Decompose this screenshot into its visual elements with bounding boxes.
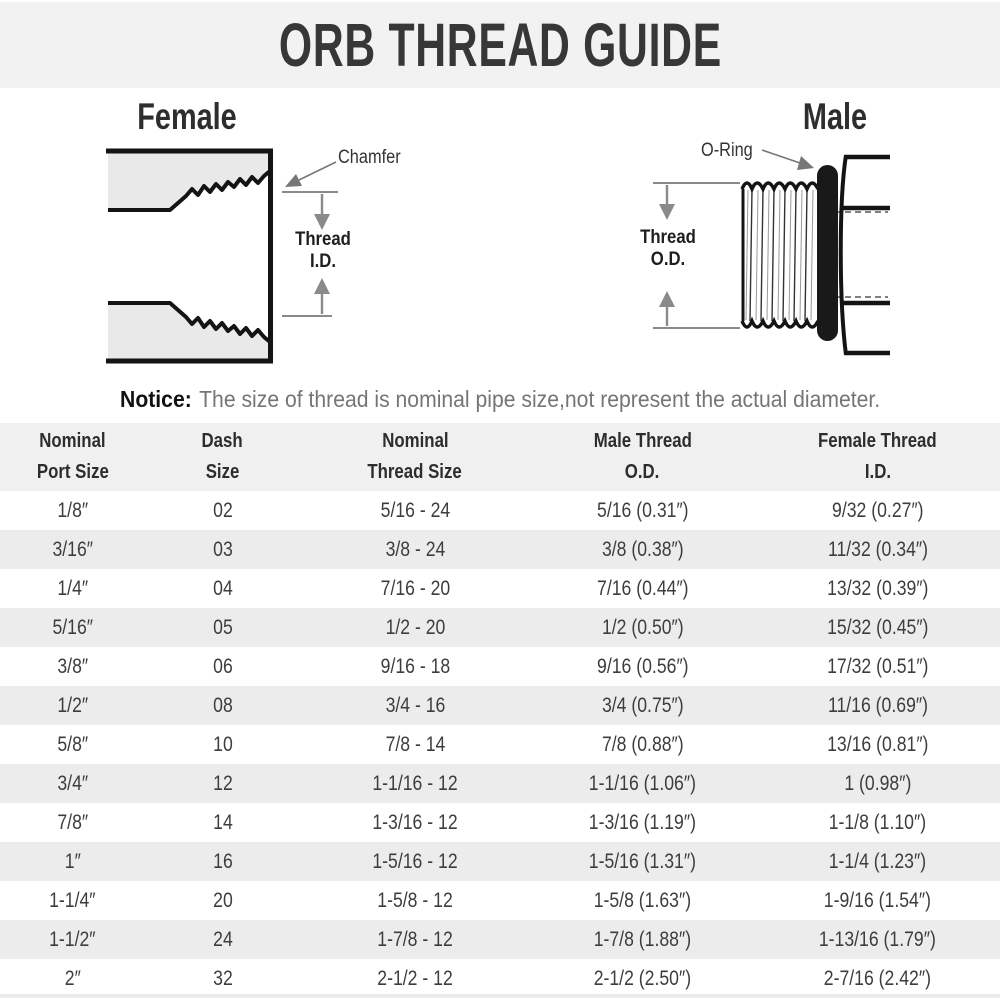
o-ring-shape	[817, 165, 838, 341]
table-cell: 17/32 (0.51″)	[826, 654, 929, 678]
table-cell: 1-5/8 (1.63″)	[593, 888, 692, 912]
table-cell: 1/2 (0.50″)	[601, 615, 684, 639]
table-row	[0, 686, 1000, 725]
table-cell: 06	[212, 654, 233, 678]
table-cell: 10	[212, 732, 233, 756]
table-cell: 03	[212, 537, 233, 561]
table-cell: 02	[212, 498, 233, 522]
table-cell: 5/16 (0.31″)	[596, 498, 689, 522]
table-row	[0, 647, 1000, 686]
table-cell: 16	[212, 849, 233, 873]
female-diagram-title: Female	[137, 96, 237, 137]
table-cell: 08	[212, 693, 233, 717]
table-cell: 1-5/16 (1.31″)	[588, 849, 697, 873]
notice-label: Notice:	[119, 385, 192, 412]
title-bar	[0, 2, 1000, 88]
table-cell: 05	[212, 615, 233, 639]
table-cell: 20	[212, 888, 233, 912]
table-cell: 1-13/16 (1.79″)	[818, 927, 936, 951]
bottom-row-sliver	[0, 994, 1000, 998]
header-cell: Nominal Thread Size	[367, 429, 463, 483]
notice-text: The size of thread is nominal pipe size,not represent the actual diameter.	[199, 385, 881, 412]
table-cell: 1-1/4″	[49, 888, 96, 912]
table-cell: 2-1/2 - 12	[377, 966, 453, 990]
table-cell: 3/4″	[57, 771, 88, 795]
o-ring-label: O-Ring	[701, 140, 753, 161]
table-cell: 14	[212, 810, 233, 834]
table-row	[0, 764, 1000, 803]
table-cell: 13/16 (0.81″)	[826, 732, 929, 756]
chamfer-arrow	[285, 162, 336, 187]
thread-id-label: Thread I.D.	[295, 229, 351, 272]
table-cell: 1-5/8 - 12	[377, 888, 453, 912]
table-cell: 1-3/16 (1.19″)	[588, 810, 697, 834]
table-row	[0, 881, 1000, 920]
male-diagram-title: Male	[802, 96, 868, 137]
table-cell: 3/8″	[57, 654, 88, 678]
table-cell: 11/16 (0.69″)	[827, 693, 928, 717]
table-cell: 1-1/4 (1.23″)	[828, 849, 927, 873]
table-cell: 1/2″	[57, 693, 88, 717]
header-cell: Dash Size	[201, 429, 244, 483]
table-cell: 3/4 (0.75″)	[601, 693, 684, 717]
table-cell: 5/16″	[52, 615, 93, 639]
table-cell: 7/8 - 14	[385, 732, 445, 756]
table-cell: 5/16 - 24	[380, 498, 450, 522]
table-cell: 2″	[64, 966, 81, 990]
table-row	[0, 608, 1000, 647]
diagram-area	[0, 88, 1000, 375]
table-row	[0, 842, 1000, 881]
header-cell: Nominal Port Size	[36, 429, 109, 483]
table-cell: 32	[212, 966, 233, 990]
table-cell: 2-7/16 (2.42″)	[823, 966, 932, 990]
table-cell: 3/4 - 16	[385, 693, 445, 717]
table-cell: 7/16 - 20	[380, 576, 450, 600]
table-cell: 1-1/16 (1.06″)	[588, 771, 697, 795]
table-cell: 1-5/16 - 12	[372, 849, 458, 873]
table-cell: 1-1/2″	[49, 927, 96, 951]
table-cell: 13/32 (0.39″)	[826, 576, 929, 600]
table-cell: 1″	[64, 849, 81, 873]
table-cell: 11/32 (0.34″)	[827, 537, 928, 561]
table-cell: 1 (0.98″)	[843, 771, 912, 795]
page-title: ORB THREAD GUIDE	[278, 11, 722, 79]
table-cell: 3/8 - 24	[385, 537, 445, 561]
table-cell: 04	[212, 576, 233, 600]
table-row	[0, 920, 1000, 959]
table-row	[0, 491, 1000, 530]
table-cell: 7/8″	[57, 810, 88, 834]
table-cell: 3/8 (0.38″)	[601, 537, 684, 561]
header-cell: Male Thread O.D.	[593, 429, 692, 483]
orb-thread-guide-page	[0, 2, 1000, 998]
table-cell: 24	[212, 927, 233, 951]
table-cell: 1-9/16 (1.54″)	[823, 888, 932, 912]
table-cell: 1-7/8 (1.88″)	[593, 927, 692, 951]
chamfer-label: Chamfer	[338, 147, 401, 168]
table-cell: 1-3/16 - 12	[372, 810, 458, 834]
header-cell: Female Thread I.D.	[818, 429, 937, 483]
table-row	[0, 569, 1000, 608]
table-header-row	[0, 423, 1000, 491]
table-cell: 7/8 (0.88″)	[601, 732, 684, 756]
thread-od-label: Thread O.D.	[640, 227, 696, 270]
o-ring-arrow	[762, 150, 814, 170]
table-cell: 1-7/8 - 12	[377, 927, 453, 951]
table-row	[0, 530, 1000, 569]
table-row	[0, 959, 1000, 998]
table-cell: 1-1/16 - 12	[372, 771, 458, 795]
table-cell: 2-1/2 (2.50″)	[593, 966, 692, 990]
table-cell: 9/16 (0.56″)	[596, 654, 689, 678]
table-cell: 9/32 (0.27″)	[831, 498, 924, 522]
table-cell: 1/4″	[57, 576, 88, 600]
table-cell: 5/8″	[57, 732, 88, 756]
table-row	[0, 725, 1000, 764]
thread-spec-table	[0, 423, 1000, 998]
table-cell: 9/16 - 18	[380, 654, 450, 678]
table-body	[0, 491, 1000, 998]
table-cell: 1-1/8 (1.10″)	[828, 810, 927, 834]
table-cell: 1/8″	[57, 498, 88, 522]
table-row	[0, 803, 1000, 842]
table-cell: 7/16 (0.44″)	[596, 576, 689, 600]
notice-bar	[0, 375, 1000, 423]
table-cell: 3/16″	[52, 537, 93, 561]
table-cell: 12	[212, 771, 233, 795]
table-cell: 15/32 (0.45″)	[826, 615, 929, 639]
table-cell: 1/2 - 20	[385, 615, 445, 639]
